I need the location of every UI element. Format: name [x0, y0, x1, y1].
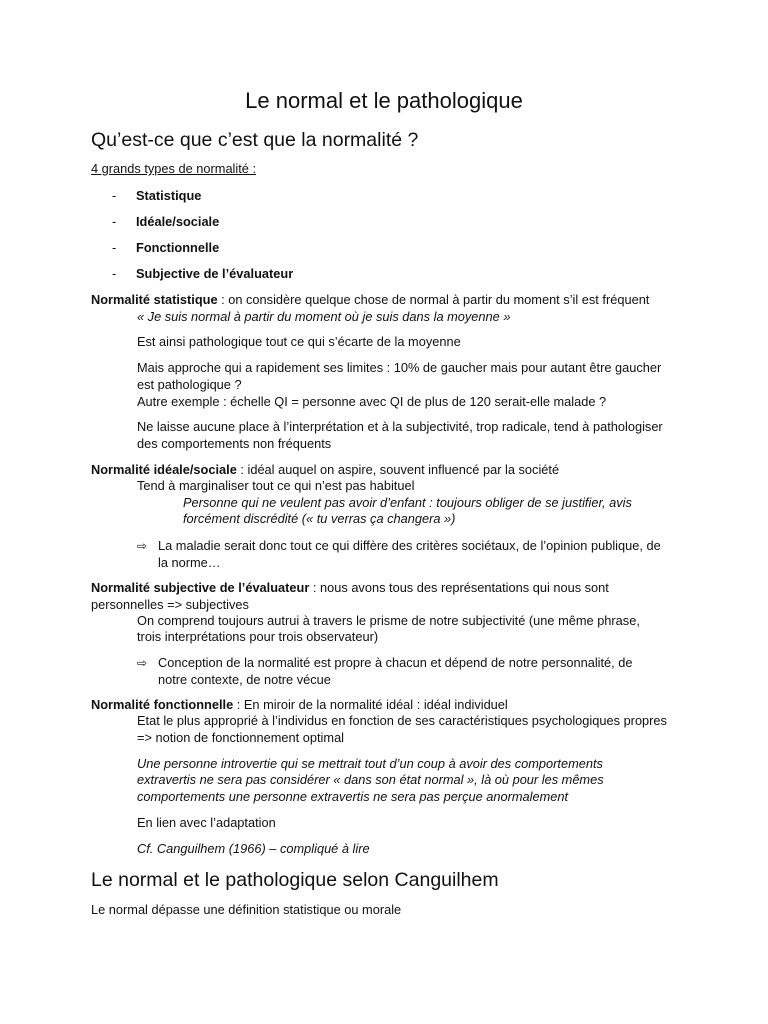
paragraph-fonc-3: Cf. Canguilhem (1966) – compliqué à lire [137, 841, 370, 856]
types-heading: 4 grands types de normalité : [91, 161, 257, 176]
paragraph-ideal-1: Tend à marginaliser tout ce qui n’est pas habituel [137, 478, 415, 493]
paragraph-subj-1b: trois interprétations pour trois observateur) [137, 629, 379, 644]
paragraph-fonc-1a: Etat le plus approprié à l’individus en fonction de ses caractéristiques psychologiques propres [137, 713, 667, 728]
paragraph-subj-intro-cont: personnelles => subjectives [91, 597, 249, 612]
arrow-subj: ⇨ Conception de la normalité est propre à chacun et dépend de notre personnalité, de [137, 655, 633, 670]
paragraph-stat-2b: est pathologique ? [137, 377, 242, 392]
arrow-ideal: ⇨ La maladie serait donc tout ce qui diffère des critères sociétaux, de l’opinion publique, de [137, 538, 661, 553]
quote-ideal-a: Personne qui ne veulent pas avoir d’enfant : toujours obliger de se justifier, avis [183, 495, 632, 510]
bullet-dash: - [112, 188, 117, 203]
arrow-right-icon: ⇨ [137, 656, 148, 670]
arrow-right-icon: ⇨ [137, 539, 148, 553]
document-title: Le normal et le pathologique [245, 88, 523, 113]
paragraph-stat-1: Est ainsi pathologique tout ce qui s’écarte de la moyenne [137, 334, 461, 349]
quote-fonc-b: extravertis ne sera pas considérer « dans son état normal », là où pour les mêmes [137, 772, 604, 787]
arrow-subj-cont: notre contexte, de notre vécue [158, 672, 331, 687]
quote-fonc-a: Une personne introvertie qui se mettrait tout d’un coup à avoir des comportements [137, 756, 603, 771]
paragraph-last: Le normal dépasse une définition statistique ou morale [91, 902, 402, 917]
paragraph-stat-2a: Mais approche qui a rapidement ses limites : 10% de gaucher mais pour autant être gaucher [137, 360, 662, 375]
paragraph-stat-intro: Normalité statistique : on considère quelque chose de normal à partir du moment s’il est fréquent [91, 292, 650, 307]
bullet-dash: - [112, 214, 117, 229]
paragraph-stat-3b: des comportements non fréquents [137, 436, 332, 451]
paragraph-subj-intro: Normalité subjective de l’évaluateur : nous avons tous des représentations qui nous sont [91, 580, 609, 595]
paragraph-ideal-intro: Normalité idéale/sociale : idéal auquel on aspire, souvent influencé par la société [91, 462, 560, 477]
paragraph-stat-2c: Autre exemple : échelle QI = personne avec QI de plus de 120 serait-elle malade ? [137, 394, 607, 409]
paragraph-stat-3a: Ne laisse aucune place à l’interprétation et à la subjectivité, trop radicale, tend à pathologiser [137, 419, 663, 434]
bullet-dash: - [112, 266, 117, 281]
quote-ideal-b: forcément discrédité (« tu verras ça changera ») [183, 511, 456, 526]
section-heading-canguilhem: Le normal et le pathologique selon Canguilhem [91, 869, 499, 891]
section-heading-normalite: Qu’est-ce que c’est que la normalité ? [91, 129, 419, 151]
arrow-ideal-cont: la norme… [158, 555, 221, 570]
types-list-item: - Fonctionnelle [112, 240, 220, 255]
paragraph-fonc-1b: => notion de fonctionnement optimal [137, 730, 345, 745]
bullet-dash: - [112, 240, 117, 255]
types-list-item: - Subjective de l’évaluateur [112, 266, 294, 281]
types-list-item: - Statistique [112, 188, 202, 203]
paragraph-fonc-intro: Normalité fonctionnelle : En miroir de la normalité idéal : idéal individuel [91, 697, 508, 712]
paragraph-fonc-2: En lien avec l’adaptation [137, 815, 276, 830]
quote-fonc-c: comportements une personne extravertis ne sera pas perçue anormalement [137, 789, 569, 804]
types-list-item: - Idéale/sociale [112, 214, 220, 229]
quote-stat: « Je suis normal à partir du moment où je suis dans la moyenne » [137, 309, 511, 324]
paragraph-subj-1a: On comprend toujours autrui à travers le prisme de notre subjectivité (une même phrase, [137, 613, 640, 628]
